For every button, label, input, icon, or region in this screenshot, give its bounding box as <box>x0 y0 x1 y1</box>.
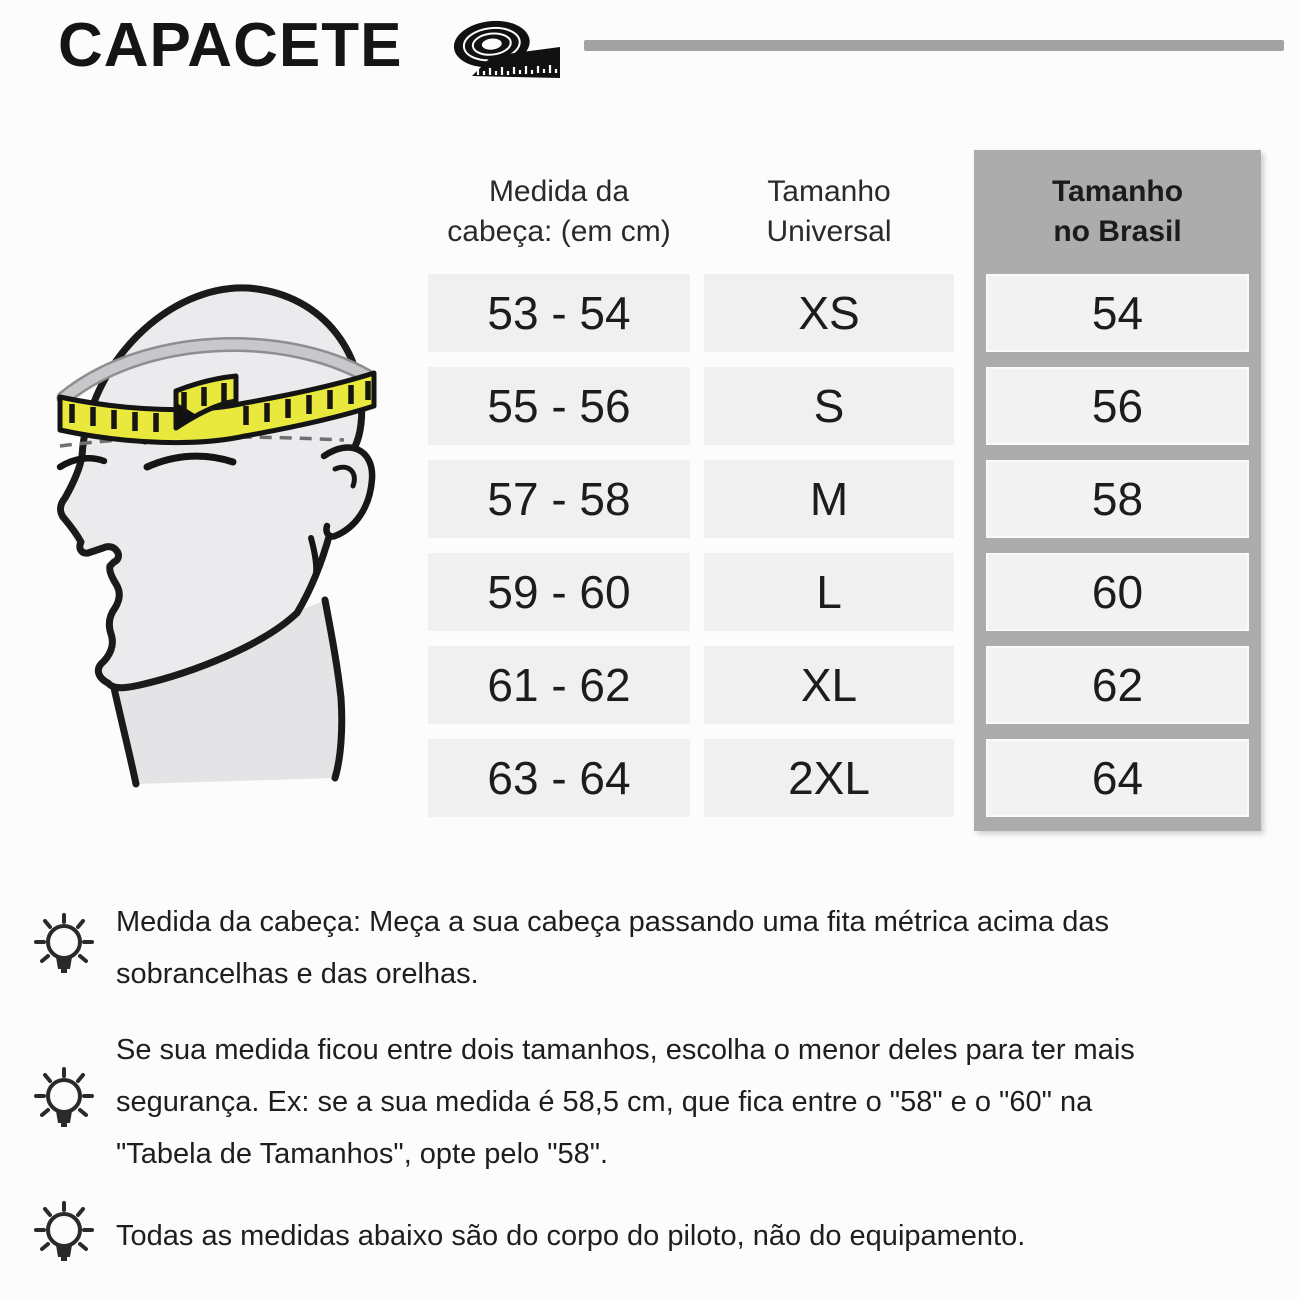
table-cell-universal: XL <box>704 646 954 724</box>
header-line: cabeça: (em cm) <box>447 215 671 248</box>
lightbulb-icon <box>28 1062 100 1142</box>
page-title: CAPACETE <box>58 11 403 80</box>
table-cell-universal: S <box>704 367 954 445</box>
table-cell-universal: 2XL <box>704 739 954 817</box>
table-cell-head_cm: 63 - 64 <box>428 739 690 817</box>
table-cell-universal: XS <box>704 274 954 352</box>
column-header-head-measurement <box>428 150 690 274</box>
table-cell-head_cm: 53 - 54 <box>428 274 690 352</box>
table-cell-brasil: 56 <box>986 367 1249 445</box>
table-cell-brasil: 60 <box>986 553 1249 631</box>
header-line: Tamanho <box>767 175 891 208</box>
header-line: Tamanho <box>1051 175 1184 208</box>
note-head-measurement <box>28 896 1109 1000</box>
column-head-measurement <box>428 150 690 831</box>
column-brazil-size <box>974 150 1261 831</box>
note-body-measurements <box>28 1196 1025 1276</box>
table-cell-head_cm: 61 - 62 <box>428 646 690 724</box>
column-header-universal-size <box>704 150 954 274</box>
table-cell-head_cm: 57 - 58 <box>428 460 690 538</box>
column-header-brazil-size <box>986 150 1249 274</box>
note-line: sobrancelhas e das orelhas. <box>116 958 479 990</box>
table-cell-head_cm: 59 - 60 <box>428 553 690 631</box>
column-cells-head-measurement <box>428 274 690 817</box>
column-universal-size <box>704 150 954 831</box>
column-cells-brazil-size <box>986 274 1249 817</box>
table-cell-head_cm: 55 - 56 <box>428 367 690 445</box>
table-cell-brasil: 64 <box>986 739 1249 817</box>
note-line: Se sua medida ficou entre dois tamanhos, escolha o menor deles para ter mais <box>116 1034 1135 1066</box>
column-cells-universal-size <box>704 274 954 817</box>
header-line: no Brasil <box>1053 215 1182 248</box>
note-text <box>116 1210 1025 1262</box>
note-line: Medida da cabeça: Meça a sua cabeça passando uma fita métrica acima das <box>116 906 1109 938</box>
note-line: Todas as medidas abaixo são do corpo do piloto, não do equipamento. <box>116 1220 1026 1252</box>
table-cell-universal: L <box>704 553 954 631</box>
header-line: Universal <box>766 215 892 248</box>
head-measurement-illustration <box>30 270 430 830</box>
table-cell-universal: M <box>704 460 954 538</box>
table-cell-brasil: 62 <box>986 646 1249 724</box>
note-line: "Tabela de Tamanhos", opte pelo "58". <box>116 1138 609 1170</box>
header-line: Medida da <box>488 175 630 208</box>
table-cell-brasil: 54 <box>986 274 1249 352</box>
measuring-tape-icon <box>448 16 566 86</box>
size-table <box>428 150 1261 831</box>
note-text <box>116 1024 1135 1180</box>
note-line: segurança. Ex: se a sua medida é 58,5 cm, que fica entre o "58" e o "60" na <box>116 1086 1093 1118</box>
note-between-sizes <box>28 1024 1135 1180</box>
table-cell-brasil: 58 <box>986 460 1249 538</box>
title-divider-line <box>584 40 1284 51</box>
note-text <box>116 896 1109 1000</box>
lightbulb-icon <box>28 1196 100 1276</box>
lightbulb-icon <box>28 908 100 988</box>
